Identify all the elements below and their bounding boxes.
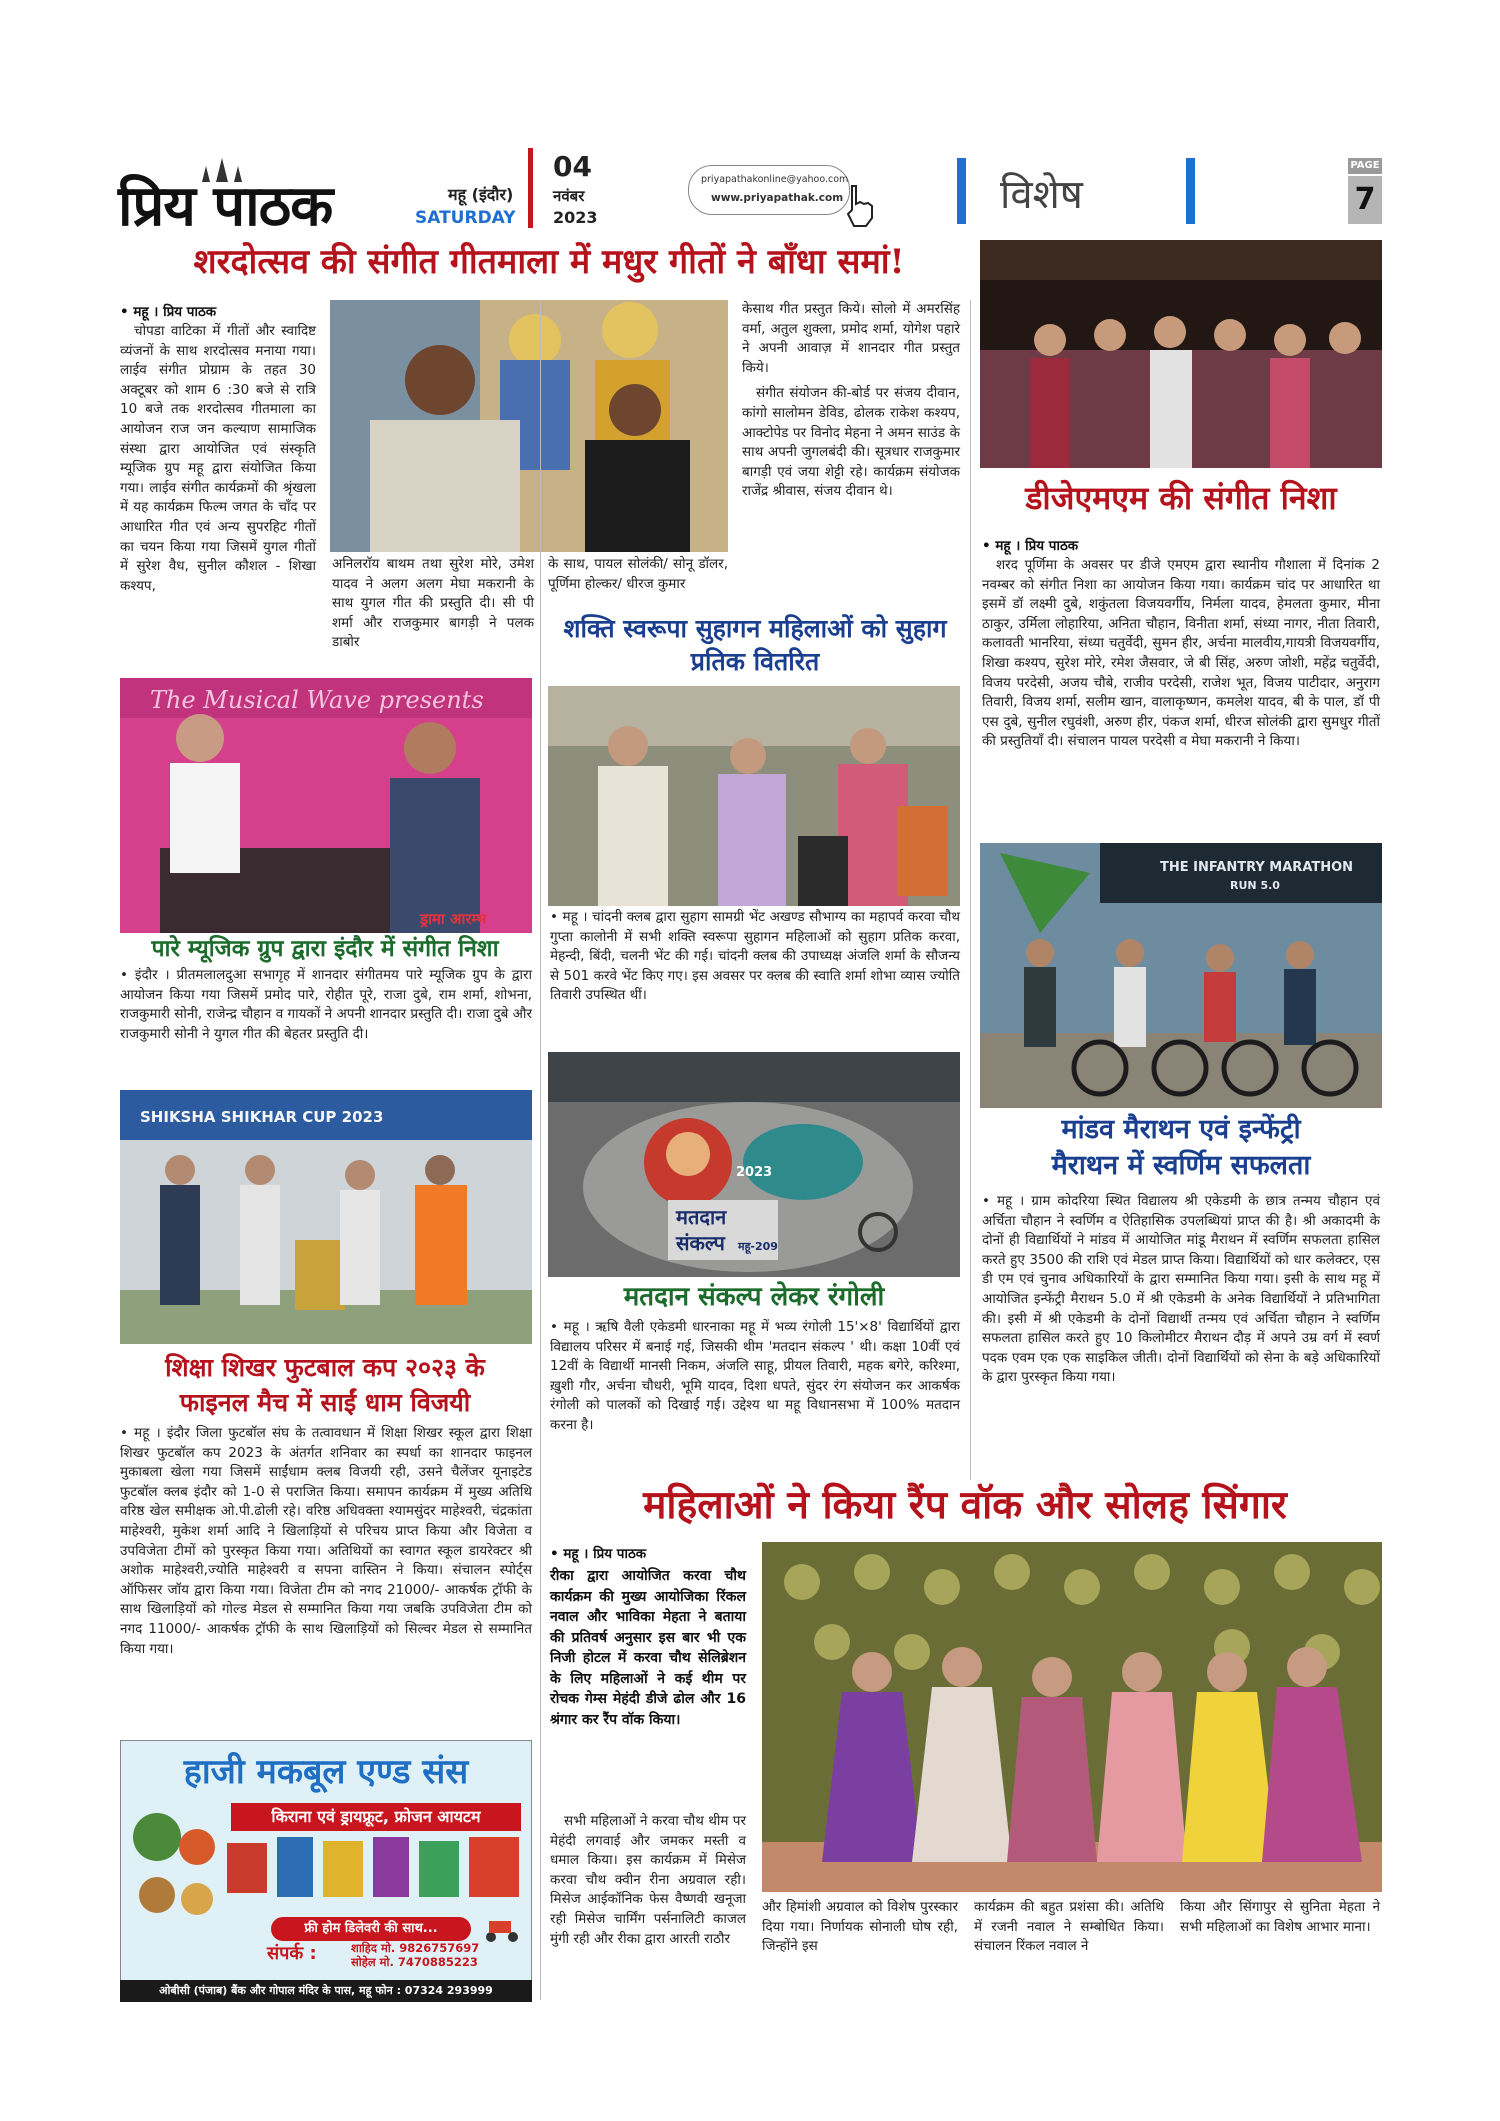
story4-photo [120,678,532,933]
marathon-banner-sub: RUN 5.0 [1230,879,1280,892]
masthead-month: नवंबर [553,187,585,205]
story8-headline: महिलाओं ने किया रैंप वॉक और सोलह सिंगार [643,1482,1287,1528]
page-label: PAGE [1348,158,1382,174]
story2-photo [980,240,1382,468]
story1-col3: के साथ, पायल सोलंकी/ सोनू डॉलर, पूर्णिमा होल्कर/ धीरज कुमार [548,556,728,592]
story4-headline: पारे म्यूजिक ग्रुप द्वारा इंदौर में संगीत निशा [151,935,499,962]
section-bracket-left [957,158,966,224]
story8-photo [762,1542,1382,1892]
story3-headline: शक्ति स्वरूपा सुहागन महिलाओं को सुहाग प्रतिक वितरित [563,614,947,676]
football-cup-banner-text: SHIKSHA SHIKHAR CUP 2023 [140,1108,384,1126]
story7-headline [115,1350,535,1420]
masthead-website: www.priyapathak.com [711,192,844,204]
story3-photo [548,686,960,906]
masthead-year: 2023 [553,208,598,227]
masthead-location: महू (इंदौर) [448,185,514,204]
story1-photo [330,300,728,552]
newspaper-name: प्रिय पाठक [118,173,333,239]
column-rule-left [540,300,541,2000]
ad-title: हाजी मकबूल एण्ड संस [183,1752,469,1792]
story1-col1: चोपडा वाटिका में गीतों और स्वादिष्ट व्यंजनों के साथ शरदोत्सव मनाया गया। लाईव संगीत प्रोग्राम के तहत 30 अक्टूबर को शाम 6 :30 बजे से रात्रि 10 बजे तक शरदोत्सव गीतमाला का आयोजन राज जन कल्याण सामाजिक संस्था द्वारा आयोजित एवं संस्कृति म्यूजिक ग्रुप महू द्वारा संयोजित किया गया। लाईव संगीत कार्यक्रमों की श्रृंखला में यह कार्यक्रम फिल्म जगत के चाँद पर आधारित गीत एवं अन्य सुपरहिट गीतों का चयन किया गया जिसमें युगल गीतों में सुरेश वैध, सुनील कौशल - शिखा कश्यप, [120,323,316,594]
section-bracket-right [1186,158,1195,224]
rangoli-place-text: महू-209 [738,1240,778,1253]
ad-address: ओबीसी (पंजाब) बैंक और गोपाल मंदिर के पास, महू फोन : 07324 293999 [120,1980,532,2002]
story5-headline [980,1112,1382,1184]
story6-photo [548,1052,960,1277]
story8-col3: कार्यक्रम की बहुत प्रशंसा की। अतिथि में रजनी नवाल ने सम्बोधित किया। संचालन रिंकल नवाल ने [974,1899,1164,1955]
pointing-hand-icon [844,184,880,228]
story6-body: • महू । ऋषि वैली एकेडमी धारनाका महू में भव्य रंगोली 15'×8' विद्यार्थियों द्वारा विद्यालय परिसर में बनाई गई, जिसकी थीम 'मतदान संकल्प ' थी। कक्षा 10वीं एवं 12वीं के विद्यार्थी मानसी निकम, अंजलि साहू, प्रीयल तिवारी, महक बगेरे, करिश्मा, ख़ुशी गौर, अर्चना चौधरी, भूमि यादव, दिशा धपते, सुंदर रंग संयोजन कर आकर्षक रंगोली को पालकों को दिखाई गई। उद्देश्य था महू विधानसभा में 100% मतदान करना है। [550,1319,960,1433]
ad-contact2: सोहेल मो. 7470885223 [351,1955,478,1969]
story8-col4: किया और सिंगापुर से सुनिता मेहता ने सभी महिलाओं का विशेष आभार माना। [1180,1899,1380,1935]
story7-headline-line2: फाइनल मैच में साईं धाम विजयी [179,1388,471,1417]
story5-photo [980,843,1382,1108]
story1-headline: शरदोत्सव की संगीत गीतमाला में मधुर गीतों ने बाँधा समां! [193,242,905,282]
story4-body: • इंदौर । प्रीतमलालदुआ सभागृह में शानदार संगीतमय पारे म्यूजिक ग्रुप के द्वारा आयोजन किया गया जिसमें प्रमोद पारे, रोहीत पूरे, राजा दुबे, राम शर्मा, शोभना, राजकुमारी सोनी, राजेन्द्र चौहान व गायकों ने अपनी शानदार प्रस्तुति दी। राजा दुबे और राजकुमारी सोनी ने युगल गीत की बेहतर प्रस्तुति दी। [120,967,532,1042]
stage-banner-text: ड्रामा आरम्भ [420,910,487,928]
story5-headline-line2: मैराथन में स्वर्णिम सफलता [1051,1150,1311,1181]
story1-col2: अनिलराॅय बाथम तथा सुरेश मोरे, उमेश यादव ने अलग अलग मेघा मकरानी के साथ युगल गीत की प्रस्तुति दी। सी पी शर्मा और राजकुमार बागड़ी ने पलक डाबोर [332,556,534,651]
story6-headline: मतदान संकल्प लेकर रंगोली [623,1282,885,1312]
story1-byline: • महू । प्रिय पाठक [120,304,217,320]
delivery-scooter-icon [481,1913,521,1943]
masthead-day: 04 [553,150,592,183]
marathon-banner-text: THE INFANTRY MARATHON [1160,860,1354,875]
ad-contact-label: संपर्क : [267,1943,317,1964]
story7-headline-line1: शिक्षा शिखर फुटबाल कप २०२३ के [165,1353,485,1382]
section-title: विशेष [1000,172,1083,218]
ad-contact1: शाहिद मो. 9826757697 [351,1941,480,1955]
story7-body: • महू । इंदौर जिला फुटबॉल संघ के तत्वावधान में शिक्षा शिखर स्कूल द्वारा शिक्षा शिखर फुटबॉल कप 2023 के अंतर्गत शनिवार का स्पर्धा का शानदार फाइनल मुकाबला खेला गया जिसमें साईंधाम क्लब विजयी रही, उसने चैलेंजर यूनाइटेड फुटबॉल क्लब इंदौर को 1-0 से पराजित किया। समापन कार्यक्रम में मुख्य अतिथि वरिष्ठ खेल समीक्षक ओ.पी.ढोली रहे। वरिष्ठ अधिवक्ता श्यामसुंदर माहेश्वरी, चंद्रकांता माहेश्वरी, मुकेश शर्मा आदि ने खिलाड़ियों से परिचय प्राप्त किया और विजेता व उपविजेता टीमों को पुरस्कृत किया गया। अतिथियों का स्वागत स्कूल डायरेक्टर श्री अशोक माहेश्वरी,ज्योति माहेश्वरी व सपना वास्तिन ने किया। संचालन स्पोर्ट्स ऑफिसर जॉय द्वारा किया गया। विजेता टीम को नगद 21000/- आकर्षक ट्रॉफी के साथ खिलाड़ियों को गोल्ड मेडल से सम्मानित किया गया जबकि उपविजेता टीम को नगद 11000/- आकर्षक ट्रॉफी के साथ खिलाड़ियों को सिल्वर मेडल से सम्मानित किया गया। [120,1425,532,1657]
advertisement [120,1740,532,1982]
story5-headline-line1: मांडव मैराथन एवं इन्फेंट्री [1061,1114,1301,1145]
story8-byline: • महू । प्रिय पाठक [550,1546,647,1562]
masthead-email: priyapathakonline@yahoo.com [701,174,849,185]
story8-col1: सभी महिलाओं ने करवा चौथ थीम पर मेहंदी लगवाई और जमकर मस्ती व धमाल किया। इस कार्यक्रम में मिसेज करवा चौथ क्वीन रीना अग्रवाल रही। मिसेज आईकॉनिक फेस वैष्णवी खनूजा रही मिसेज चार्मिंग पर्सनालिटी काजल मुंगी रही और रीका द्वारा आरती राठौर [550,1813,746,1947]
column-rule-right [970,300,971,1480]
story3-body: • महू । चांदनी क्लब द्वारा सुहाग सामग्री भेंट अखण्ड सौभाग्य का महापर्व करवा चौथ गुप्ता कालोनी में सभी शक्ति स्वरूपा सुहागन महिलाओं को सुहाग प्रतिक करवा, मेहन्दी, बिंदी, चलनी भेंट की गई। चांदनी क्लब की उपाध्यक्ष अंजलि शर्मा के सौजन्य से 501 करवे भेंट किए गए। इस अवसर पर क्लब की स्वाति शर्मा शोभा व्यास ज्योति तिवारी उपस्थित थीं। [550,909,960,1004]
ad-subtitle: किराना एवं ड्रायफ्रूट, फ्रोजन आयटम [231,1803,521,1831]
story8-col2: और हिमांशी अग्रवाल को विशेष पुरस्कार दिया गया। निर्णायक सोनाली घोष रही, जिन्होंने इस [762,1899,958,1955]
page-number: 7 [1348,176,1382,224]
story2-body: शरद पूर्णिमा के अवसर पर डीजे एमएम द्वारा स्थानीय गौशाला में दिनांक 2 नवम्बर को संगीत निशा का आयोजन किया गया। कार्यक्रम चांद पर आधारित था इसमें डॉ लक्ष्मी दुबे, शकुंतला विजयवर्गीय, निर्मला यादव, हेमलता कुमार, मीना ठाकुर, उर्मिला लोहारिया, अनिता चौहान, विनीता शर्मा, संध्या नागर, नीता तिवारी, कलावती भानरिया, संध्या चतुर्वेदी, सुमन हीर, अर्चना मालवीय,गायत्री विजयवर्गीय, शिखा कश्यप, सुरेश मोरे, रमेश जैसवार, जे बी सिंह, अरुण जोशी, महेंद्र चतुर्वेदी, विजय परदेसी, अजय चौबे, राजीव परदेसी, राजेश भूत, विजय पाटीदार, अनुराग तिवारी, विजय शर्मा, सलीम खान, वालाकृष्णन, कमलेश यादव, बी के पाल, डॉ पी एस दुबे, सुनील रघुवंशी, अरुण हीर, पंकज शर्मा, धीरज सोलंकी द्वारा सुमधुर गीतों की प्रस्तुतियाँ दी। संचालन पायल परदेसी व मेघा मकरानी ने किया। [982,557,1380,750]
story2-byline: • महू । प्रिय पाठक [982,538,1079,554]
ad-products-image [127,1807,527,1915]
contact-bubble [688,165,850,215]
story2-headline: डीजेएमएम की संगीत निशा [1025,479,1337,517]
ad-delivery: फ्री होम डिलेवरी की सा‌थ... [271,1917,471,1941]
story7-photo [120,1090,532,1344]
rangoli-line1-text: मतदान [676,1205,727,1229]
newspaper-logo [118,160,368,238]
story5-body: • महू । ग्राम कोदरिया स्थित विद्यालय श्री एकेडमी के छात्र तन्मय चौहान एवं अर्चिता चौहान ने स्वर्णिम व ऐतिहासिक उपलब्धियां प्राप्त की है। श्री अकादमी के दोनों ही विद्यार्थियों ने मांडव में आयोजित मांडू मैराथन में स्वर्णिम सफलता हासिल करते हुए 3500 की राशि एवं मेडल प्राप्त किया। विद्यार्थियों को धार कलेक्टर, एस डी एम एवं चुनाव अधिकारियों के द्वारा सम्मानित किया गया। इसी के साथ महू में आयोजित इन्फेंट्री मैराथन 5.0 में श्री एकेडमी के अनेक विद्यार्थियों ने प्रतिभागिता की। इसी में श्री एकेडमी के दोनों विद्यार्थी तन्मय एवं अर्चिता चौहान ने स्वर्णिम सफलता हासिल करते हुए 10 किलोमीटर मैराथन दौड़ में अपने उम्र वर्ग में स्वर्ण पदक एवम एक एक साइकिल जीती। दोनों विद्यार्थियों को सेना के बड़े अधिकारियों के द्वारा पुरस्कृत किया गया। [982,1193,1380,1386]
masthead-divider [528,148,533,228]
rangoli-year-text: 2023 [736,1165,773,1180]
musical-wave-banner-text: The Musical Wave presents [150,686,484,714]
rangoli-line2-text: संकल्प [676,1231,725,1255]
story1-col4: केसाथ गीत प्रस्तुत किये। सोलो में अमरसिंह वर्मा, अतुल शुक्ला, प्रमोद शर्मा, योगेश पहारे ने अपनी आवाज़ में शानदार गीत प्रस्तुत किये। संगीत संयोजन की-बोर्ड पर संजय दीवान, कांगो सालोमन डेविड, ढोलक राकेश कश्यप, आक्टोपेड पर विनोद मेहना ने अमन साउंड के साथ अपनी जुगलबंदी की। सूत्रधार राजकुमार बागड़ी एवं जया शेट्टी रहे। कार्यक्रम संयोजक राजेंद्र श्रीवास, संजय दीवान थे। [742,301,960,500]
story8-lead: रीका द्वारा आयोजित करवा चौथ कार्यक्रम की मुख्य आयोजिका रिंकल नवाल और भाविका मेहता ने बताया की प्रतिवर्ष अनुसार इस बार भी एक निजी होटल में करवा चौथ सेलिब्रेशन के लिए महिलाओं ने कई थीम पर रोचक गेम्स मेहंदी डीजे ढोल और 16 श्रंगार कर रैंप वॉक किया। [550,1568,746,1728]
masthead [0,0,1500,240]
masthead-weekday: SATURDAY [415,208,516,228]
